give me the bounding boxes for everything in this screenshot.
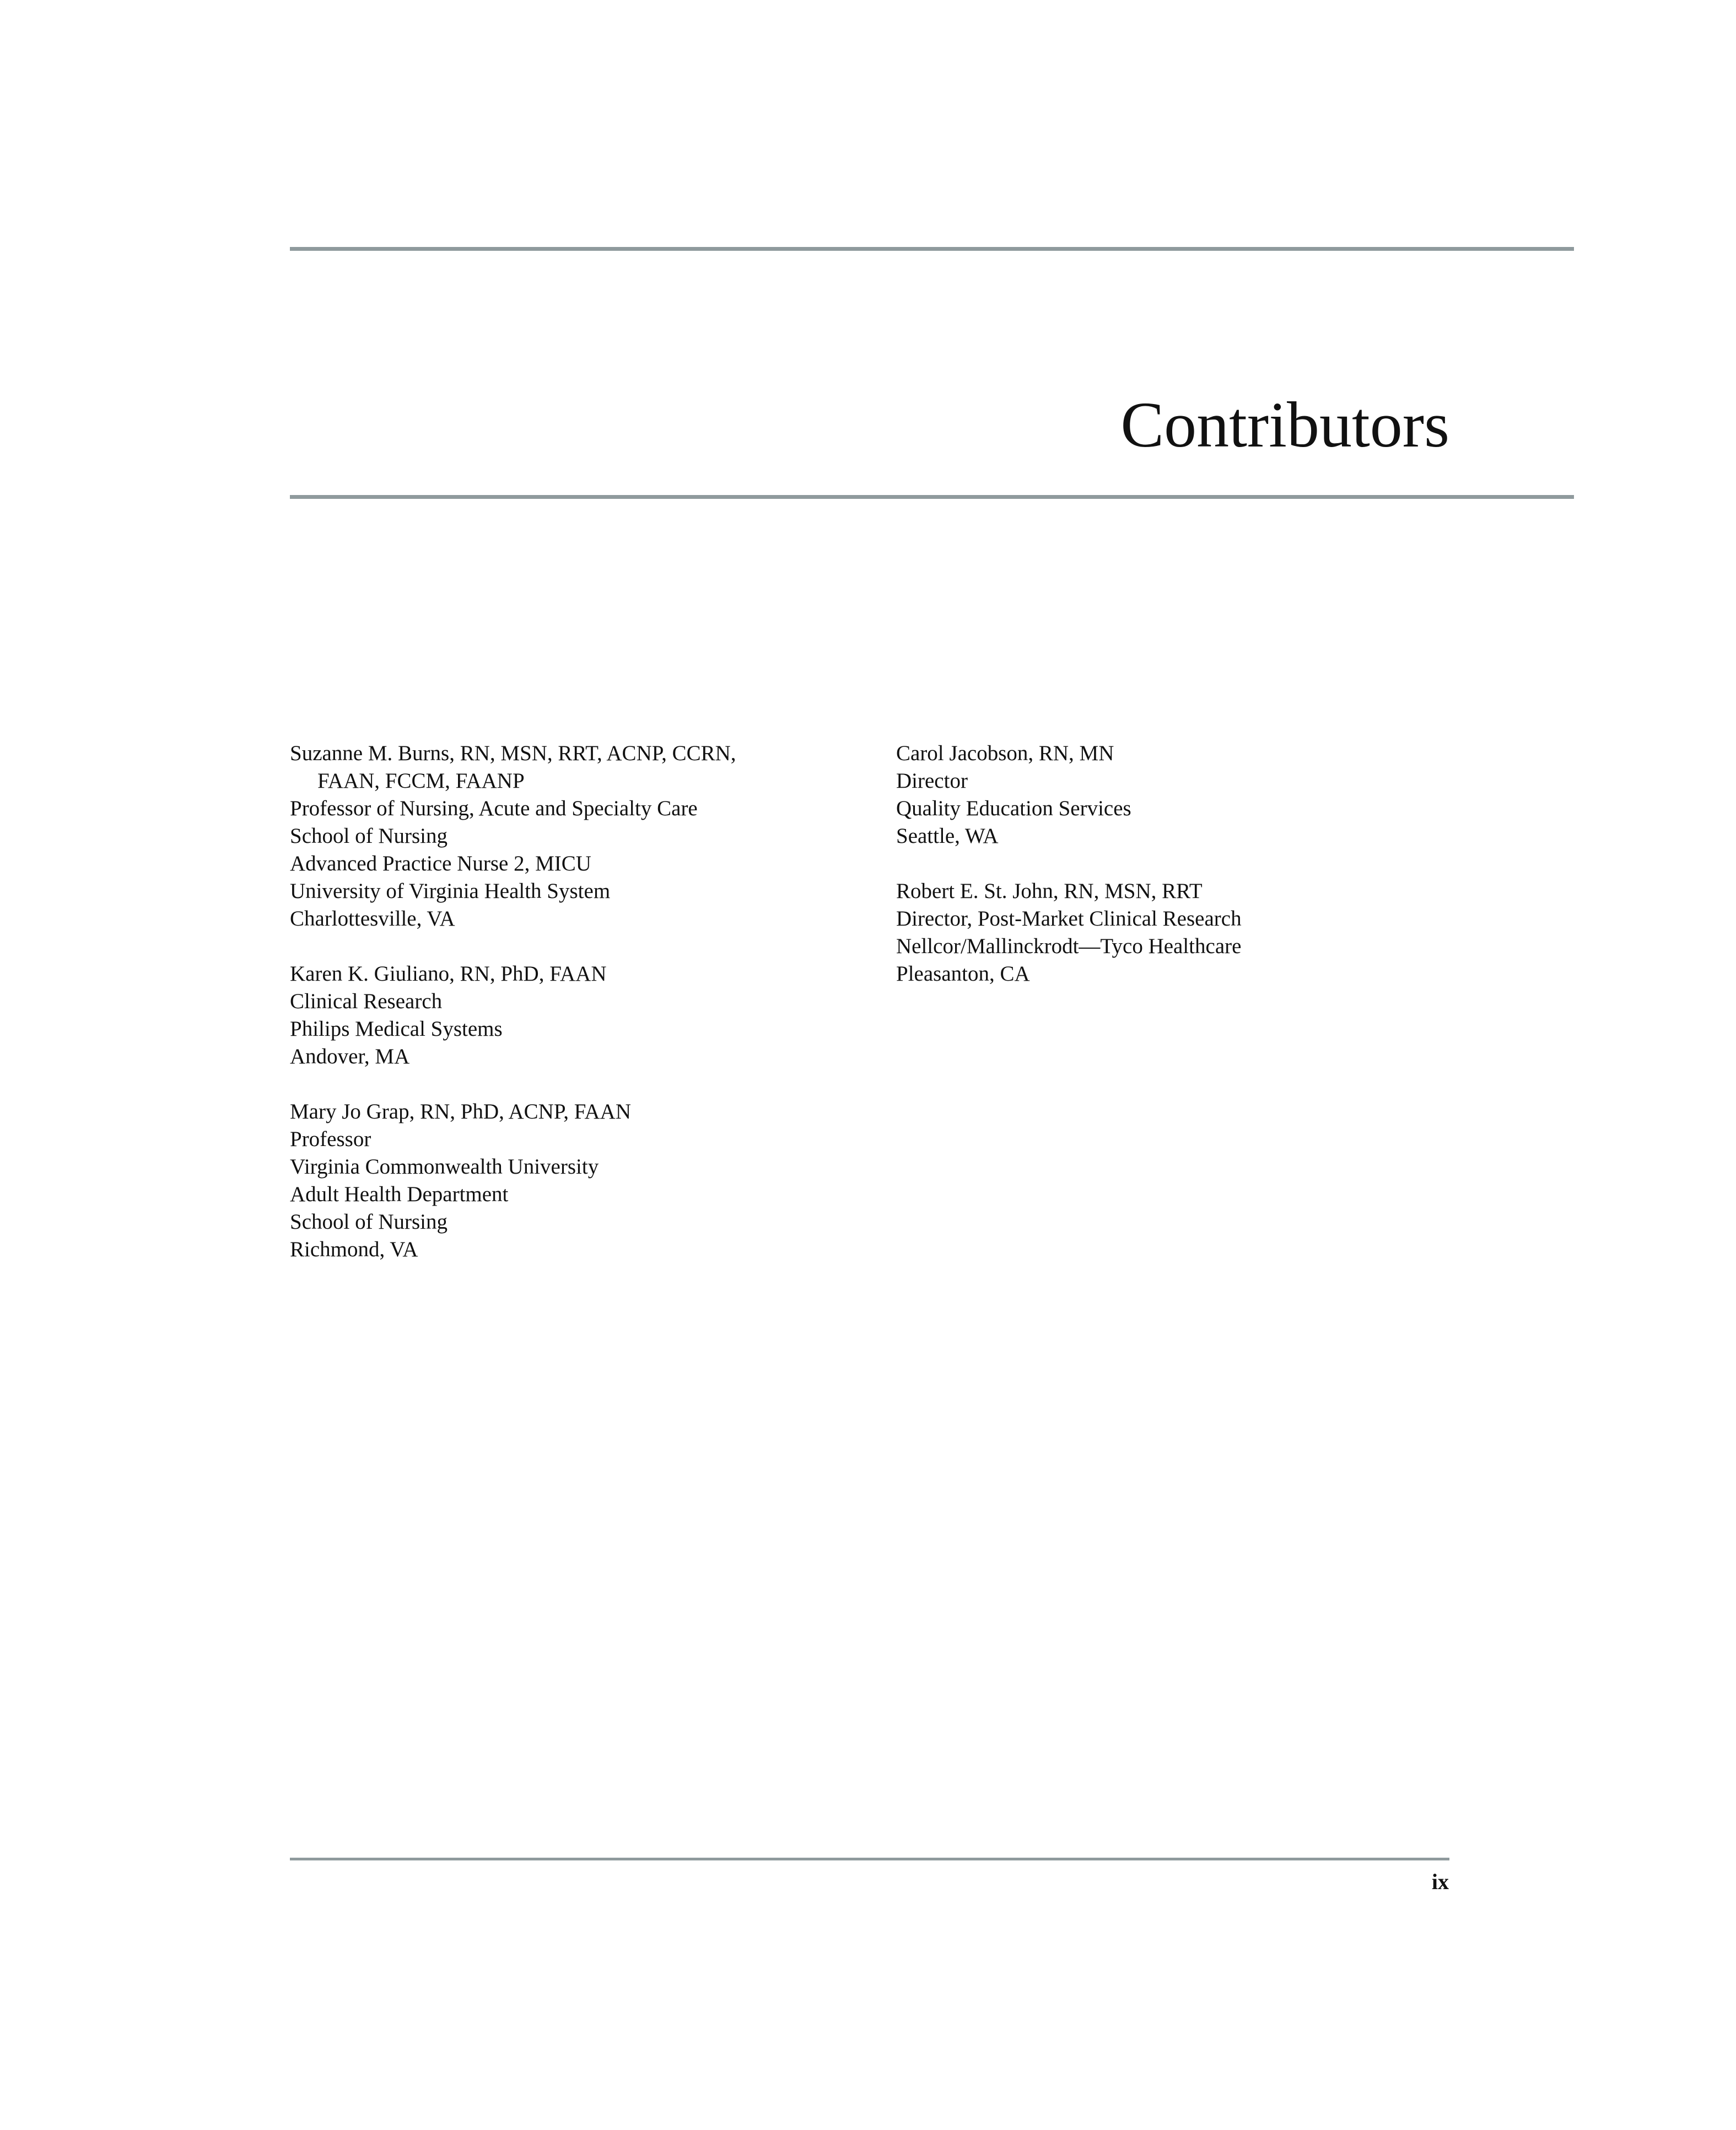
footer-divider — [290, 1858, 1449, 1860]
contributor-affiliation: University of Virginia Health System — [290, 879, 611, 903]
contributor-name: Mary Jo Grap, RN, PhD, ACNP, FAAN — [290, 1100, 631, 1123]
contributor-title: Professor — [290, 1127, 371, 1151]
contributor-location: Pleasanton, CA — [896, 962, 1030, 986]
contributor-location: Charlottesville, VA — [290, 907, 455, 930]
contributor-location: Seattle, WA — [896, 824, 999, 848]
contributor-name: Karen K. Giuliano, RN, PhD, FAAN — [290, 962, 607, 986]
contributor-title: Director — [896, 769, 968, 793]
contributor-affiliation: Philips Medical Systems — [290, 1017, 503, 1041]
contributors-left-column — [290, 740, 874, 1291]
contributor-name: Carol Jacobson, RN, MN — [896, 741, 1114, 765]
title-divider — [290, 495, 1574, 499]
top-divider — [290, 247, 1574, 251]
contributor-title: Advanced Practice Nurse 2, MICU — [290, 852, 591, 875]
contributor-location: Andover, MA — [290, 1045, 410, 1068]
contributor-location: Richmond, VA — [290, 1238, 418, 1261]
contributor-entry — [896, 878, 1480, 988]
contributor-title: Clinical Research — [290, 989, 443, 1013]
contributor-name: Robert E. St. John, RN, MSN, RRT — [896, 879, 1203, 903]
contributor-affiliation: School of Nursing — [290, 824, 448, 848]
contributor-entry — [290, 960, 874, 1071]
page-title: Contributors — [1120, 389, 1449, 461]
contributor-affiliation: Virginia Commonwealth University — [290, 1155, 599, 1179]
contributor-entry — [896, 740, 1480, 850]
contributor-title: Director, Post-Market Clinical Research — [896, 907, 1242, 930]
page-number: ix — [1431, 1869, 1449, 1894]
contributor-affiliation: School of Nursing — [290, 1210, 448, 1234]
contributor-title: Professor of Nursing, Acute and Specialty Care — [290, 797, 698, 820]
contributor-affiliation: Quality Education Services — [896, 797, 1131, 820]
contributors-right-column — [896, 740, 1480, 1015]
contributor-entry — [290, 740, 874, 933]
contributor-entry — [290, 1098, 874, 1263]
contributor-affiliation: Nellcor/Mallinckrodt—Tyco Healthcare — [896, 934, 1242, 958]
contributor-affiliation: Adult Health Department — [290, 1182, 509, 1206]
contributor-name: Suzanne M. Burns, RN, MSN, RRT, ACNP, CCRN, — [290, 741, 736, 765]
contributor-credentials: FAAN, FCCM, FAANP — [317, 769, 525, 793]
